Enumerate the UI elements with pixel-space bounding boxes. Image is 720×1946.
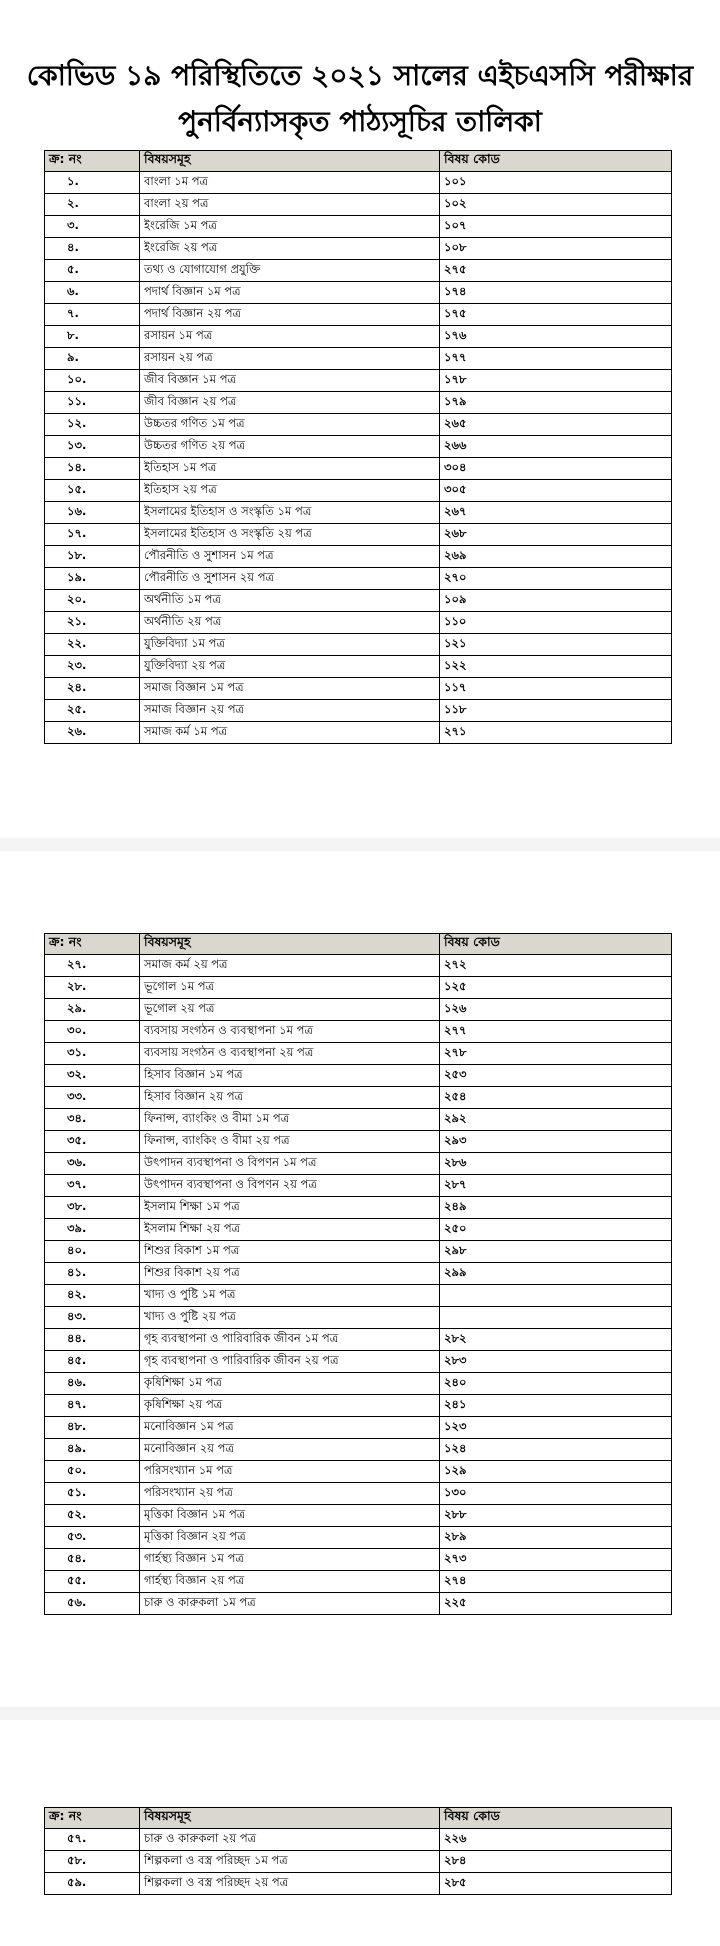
row-serial: ৫৭. xyxy=(45,1829,140,1851)
row-serial: ৩. xyxy=(45,216,140,238)
row-code: ১২৩ xyxy=(440,1417,672,1439)
header-subject: বিষয়সমূহ xyxy=(140,1808,440,1829)
row-serial: ৮. xyxy=(45,326,140,348)
row-code: ২৮৯ xyxy=(440,1527,672,1549)
row-code: ৩০৫ xyxy=(440,480,672,502)
table-row xyxy=(45,1043,672,1065)
row-code: ২৬৬ xyxy=(440,436,672,458)
row-code: ২৫৪ xyxy=(440,1087,672,1109)
row-code: ২৮৫ xyxy=(440,1873,672,1895)
row-subject: রসায়ন ১ম পত্র xyxy=(140,326,440,348)
row-subject: অর্থনীতি ২য় পত্র xyxy=(140,612,440,634)
table-row xyxy=(45,977,672,999)
table-row xyxy=(45,1395,672,1417)
row-serial: ১২. xyxy=(45,414,140,436)
row-subject: জীব বিজ্ঞান ১ম পত্র xyxy=(140,370,440,392)
table-row xyxy=(45,1065,672,1087)
row-code: ২৭৫ xyxy=(440,260,672,282)
row-serial: ২৩. xyxy=(45,656,140,678)
table-row xyxy=(45,1873,672,1895)
table-row xyxy=(45,1153,672,1175)
row-code: ২৪১ xyxy=(440,1395,672,1417)
row-serial: ৪. xyxy=(45,238,140,260)
row-serial: ৩১. xyxy=(45,1043,140,1065)
row-subject: ভূগোল ২য় পত্র xyxy=(140,999,440,1021)
row-subject: হিসাব বিজ্ঞান ১ম পত্র xyxy=(140,1065,440,1087)
table-row xyxy=(45,1131,672,1153)
header-serial: ক্র: নং xyxy=(45,1808,140,1829)
row-code: ২২৫ xyxy=(440,1593,672,1615)
row-subject: ফিনান্স, ব্যাংকিং ও বীমা ১ম পত্র xyxy=(140,1109,440,1131)
row-code: ১২৬ xyxy=(440,999,672,1021)
row-serial: ৫. xyxy=(45,260,140,282)
table-row xyxy=(45,1527,672,1549)
table-row xyxy=(45,612,672,634)
row-code: ১০১ xyxy=(440,172,672,194)
row-subject: সমাজ কর্ম ২য় পত্র xyxy=(140,955,440,977)
row-code: ১১৭ xyxy=(440,678,672,700)
table-row xyxy=(45,502,672,524)
row-serial: ১৮. xyxy=(45,546,140,568)
row-subject: পৌরনীতি ও সুশাসন ২য় পত্র xyxy=(140,568,440,590)
table-row xyxy=(45,326,672,348)
table-row xyxy=(45,590,672,612)
row-serial: ২৫. xyxy=(45,700,140,722)
row-code: ৩০৪ xyxy=(440,458,672,480)
table-row xyxy=(45,1219,672,1241)
table-row xyxy=(45,634,672,656)
row-subject: সমাজ বিজ্ঞান ১ম পত্র xyxy=(140,678,440,700)
table-row xyxy=(45,458,672,480)
row-code: ২৯৩ xyxy=(440,1131,672,1153)
header-subject: বিষয়সমূহ xyxy=(140,151,440,172)
row-subject: যুক্তিবিদ্যা ২য় পত্র xyxy=(140,656,440,678)
row-subject: ইংরেজি ১ম পত্র xyxy=(140,216,440,238)
row-subject: বাংলা ১ম পত্র xyxy=(140,172,440,194)
row-serial: ৫৮. xyxy=(45,1851,140,1873)
row-subject: ইসলামের ইতিহাস ও সংস্কৃতি ১ম পত্র xyxy=(140,502,440,524)
row-serial: ২০. xyxy=(45,590,140,612)
row-code: ২৬৫ xyxy=(440,414,672,436)
table-row xyxy=(45,1241,672,1263)
row-serial: ৩৭. xyxy=(45,1175,140,1197)
row-serial: ৫০. xyxy=(45,1461,140,1483)
table-row xyxy=(45,1417,672,1439)
table-row xyxy=(45,955,672,977)
table-row xyxy=(45,238,672,260)
row-serial: ৩৩. xyxy=(45,1087,140,1109)
table-row xyxy=(45,1175,672,1197)
row-subject: উৎপাদন ব্যবস্থাপনা ও বিপণন ২য় পত্র xyxy=(140,1175,440,1197)
row-subject: পৌরনীতি ও সুশাসন ১ম পত্র xyxy=(140,546,440,568)
row-code: ১২১ xyxy=(440,634,672,656)
table-header-row xyxy=(45,934,672,955)
row-code: ২৭৮ xyxy=(440,1043,672,1065)
row-code: ২৪০ xyxy=(440,1373,672,1395)
row-subject: ইতিহাস ২য় পত্র xyxy=(140,480,440,502)
row-code: ২৮৭ xyxy=(440,1175,672,1197)
row-subject: উচ্চতর গণিত ২য় পত্র xyxy=(140,436,440,458)
row-code: ২৭২ xyxy=(440,955,672,977)
row-serial: ১৯. xyxy=(45,568,140,590)
row-code: ২৫০ xyxy=(440,1219,672,1241)
row-subject: মনোবিজ্ঞান ২য় পত্র xyxy=(140,1439,440,1461)
row-serial: ৪৫. xyxy=(45,1351,140,1373)
header-code: বিষয় কোড xyxy=(440,151,672,172)
row-serial: ৪৬. xyxy=(45,1373,140,1395)
row-subject: পরিসংখ্যান ১ম পত্র xyxy=(140,1461,440,1483)
row-subject: ইংরেজি ২য় পত্র xyxy=(140,238,440,260)
row-code: ১২২ xyxy=(440,656,672,678)
row-subject: ইসলামের ইতিহাস ও সংস্কৃতি ২য় পত্র xyxy=(140,524,440,546)
row-code: ১১০ xyxy=(440,612,672,634)
row-subject: হিসাব বিজ্ঞান ২য় পত্র xyxy=(140,1087,440,1109)
row-subject: উৎপাদন ব্যবস্থাপনা ও বিপণন ১ম পত্র xyxy=(140,1153,440,1175)
table-row xyxy=(45,216,672,238)
table-row xyxy=(45,656,672,678)
row-subject: কৃষিশিক্ষা ২য় পত্র xyxy=(140,1395,440,1417)
row-serial: ৫২. xyxy=(45,1505,140,1527)
table-row xyxy=(45,1307,672,1329)
row-code: ১৭৬ xyxy=(440,326,672,348)
header-serial: ক্র: নং xyxy=(45,151,140,172)
row-serial: ৩৫. xyxy=(45,1131,140,1153)
table-row xyxy=(45,1483,672,1505)
row-code: ২৪৯ xyxy=(440,1197,672,1219)
row-serial: ১. xyxy=(45,172,140,194)
row-serial: ৫৫. xyxy=(45,1571,140,1593)
row-code: ২৯৯ xyxy=(440,1263,672,1285)
row-code: ২৬৭ xyxy=(440,502,672,524)
row-subject: ইসলাম শিক্ষা ১ম পত্র xyxy=(140,1197,440,1219)
row-code: ১৩০ xyxy=(440,1483,672,1505)
row-serial: ১৩. xyxy=(45,436,140,458)
table-row xyxy=(45,1351,672,1373)
row-serial: ২. xyxy=(45,194,140,216)
row-code xyxy=(440,1285,672,1307)
table-row xyxy=(45,304,672,326)
table-row xyxy=(45,1505,672,1527)
row-serial: ৪৭. xyxy=(45,1395,140,1417)
row-code: ১২৯ xyxy=(440,1461,672,1483)
row-code: ১২৫ xyxy=(440,977,672,999)
row-subject: ইতিহাস ১ম পত্র xyxy=(140,458,440,480)
row-code: ২৭০ xyxy=(440,568,672,590)
row-subject: বাংলা ২য় পত্র xyxy=(140,194,440,216)
row-serial: ১৫. xyxy=(45,480,140,502)
table-row xyxy=(45,1109,672,1131)
row-subject: ফিনান্স, ব্যাংকিং ও বীমা ২য় পত্র xyxy=(140,1131,440,1153)
row-serial: ২২. xyxy=(45,634,140,656)
row-serial: ১০. xyxy=(45,370,140,392)
row-subject: গার্হস্থ্য বিজ্ঞান ১ম পত্র xyxy=(140,1549,440,1571)
table-row xyxy=(45,1285,672,1307)
row-subject: সমাজ কর্ম ১ম পত্র xyxy=(140,722,440,744)
row-subject: ইসলাম শিক্ষা ২য় পত্র xyxy=(140,1219,440,1241)
row-subject: চারু ও কারুকলা ২য় পত্র xyxy=(140,1829,440,1851)
table-header-row xyxy=(45,1808,672,1829)
row-serial: ১৬. xyxy=(45,502,140,524)
row-serial: ১৪. xyxy=(45,458,140,480)
row-serial: ৩২. xyxy=(45,1065,140,1087)
table-row xyxy=(45,1461,672,1483)
row-serial: ১১. xyxy=(45,392,140,414)
row-code: ১৭৮ xyxy=(440,370,672,392)
table-row xyxy=(45,392,672,414)
row-code: ১৭৯ xyxy=(440,392,672,414)
table-row xyxy=(45,1439,672,1461)
document-title-line-2: পুনর্বিন্যাসকৃত পাঠ্যসূচির তালিকা xyxy=(178,105,542,138)
table-row xyxy=(45,1549,672,1571)
row-serial: ৭. xyxy=(45,304,140,326)
row-serial: ২৪. xyxy=(45,678,140,700)
row-subject: মৃত্তিকা বিজ্ঞান ২য় পত্র xyxy=(140,1527,440,1549)
row-subject: খাদ্য ও পুষ্টি ১ম পত্র xyxy=(140,1285,440,1307)
row-subject: গার্হস্থ্য বিজ্ঞান ২য় পত্র xyxy=(140,1571,440,1593)
row-code: ২৮৩ xyxy=(440,1351,672,1373)
row-serial: ৪১. xyxy=(45,1263,140,1285)
row-subject: অর্থনীতি ১ম পত্র xyxy=(140,590,440,612)
table-row xyxy=(45,194,672,216)
row-code: ২৭৩ xyxy=(440,1549,672,1571)
row-code: ২৫৩ xyxy=(440,1065,672,1087)
row-subject: জীব বিজ্ঞান ২য় পত্র xyxy=(140,392,440,414)
table-row xyxy=(45,1329,672,1351)
row-code: ২২৬ xyxy=(440,1829,672,1851)
document-page-3 xyxy=(0,1720,720,1946)
row-code: ১০২ xyxy=(440,194,672,216)
row-serial: ৩৯. xyxy=(45,1219,140,1241)
row-subject: চারু ও কারুকলা ১ম পত্র xyxy=(140,1593,440,1615)
row-serial: ২১. xyxy=(45,612,140,634)
row-subject: ব্যবসায় সংগঠন ও ব্যবস্থাপনা ১ম পত্র xyxy=(140,1021,440,1043)
row-serial: ৩৮. xyxy=(45,1197,140,1219)
table-row xyxy=(45,1197,672,1219)
row-serial: ৫১. xyxy=(45,1483,140,1505)
row-serial: ৫৬. xyxy=(45,1593,140,1615)
row-code: ২৮২ xyxy=(440,1329,672,1351)
header-subject: বিষয়সমূহ xyxy=(140,934,440,955)
table-row xyxy=(45,524,672,546)
row-code: ২৮৬ xyxy=(440,1153,672,1175)
row-code: ২৯২ xyxy=(440,1109,672,1131)
subject-table-3 xyxy=(44,1807,672,1895)
row-subject: শিল্পকলা ও বস্ত্র পরিচ্ছদ ২য় পত্র xyxy=(140,1873,440,1895)
table-row xyxy=(45,546,672,568)
row-subject: শিল্পকলা ও বস্ত্র পরিচ্ছদ ১ম পত্র xyxy=(140,1851,440,1873)
row-serial: ৫৩. xyxy=(45,1527,140,1549)
table-row xyxy=(45,1263,672,1285)
row-subject: সমাজ বিজ্ঞান ২য় পত্র xyxy=(140,700,440,722)
row-serial: ৬. xyxy=(45,282,140,304)
row-subject: তথ্য ও যোগাযোগ প্রযুক্তি xyxy=(140,260,440,282)
row-serial: ১৭. xyxy=(45,524,140,546)
row-subject: খাদ্য ও পুষ্টি ২য় পত্র xyxy=(140,1307,440,1329)
row-serial: ৪৯. xyxy=(45,1439,140,1461)
row-serial: ৪৪. xyxy=(45,1329,140,1351)
row-serial: ৫৯. xyxy=(45,1873,140,1895)
row-subject: পরিসংখ্যান ২য় পত্র xyxy=(140,1483,440,1505)
row-serial: ২৯. xyxy=(45,999,140,1021)
table-row xyxy=(45,348,672,370)
table-row xyxy=(45,1087,672,1109)
row-code: ১১৮ xyxy=(440,700,672,722)
row-subject: পদার্থ বিজ্ঞান ১ম পত্র xyxy=(140,282,440,304)
row-code: ১২৪ xyxy=(440,1439,672,1461)
row-serial: ৪২. xyxy=(45,1285,140,1307)
row-subject: পদার্থ বিজ্ঞান ২য় পত্র xyxy=(140,304,440,326)
row-serial: ৪৩. xyxy=(45,1307,140,1329)
table-row xyxy=(45,260,672,282)
table-row xyxy=(45,1829,672,1851)
row-code: ১০৯ xyxy=(440,590,672,612)
row-code: ২৯৮ xyxy=(440,1241,672,1263)
row-code: ২৭১ xyxy=(440,722,672,744)
row-serial: ২৬. xyxy=(45,722,140,744)
document-page-2 xyxy=(0,851,720,1707)
header-code: বিষয় কোড xyxy=(440,1808,672,1829)
document-page-1 xyxy=(0,0,720,838)
row-code: ২৭৪ xyxy=(440,1571,672,1593)
header-serial: ক্র: নং xyxy=(45,934,140,955)
header-code: বিষয় কোড xyxy=(440,934,672,955)
row-code: ১৭৪ xyxy=(440,282,672,304)
row-serial: ৩০. xyxy=(45,1021,140,1043)
table-row xyxy=(45,1021,672,1043)
subject-table-1 xyxy=(44,150,672,744)
table-row xyxy=(45,370,672,392)
row-serial: ৪০. xyxy=(45,1241,140,1263)
subject-table-2 xyxy=(44,933,672,1615)
row-subject: কৃষিশিক্ষা ১ম পত্র xyxy=(140,1373,440,1395)
table-row xyxy=(45,1373,672,1395)
row-code: ২৬৮ xyxy=(440,524,672,546)
row-subject: যুক্তিবিদ্যা ১ম পত্র xyxy=(140,634,440,656)
document-title-line-1: কোভিড ১৯ পরিস্থিতিতে ২০২১ সালের এইচএসসি পরীক্ষার xyxy=(26,59,694,92)
table-row xyxy=(45,1593,672,1615)
row-code: ১০৮ xyxy=(440,238,672,260)
row-code xyxy=(440,1307,672,1329)
row-code: ২৮৮ xyxy=(440,1505,672,1527)
row-serial: ৩৬. xyxy=(45,1153,140,1175)
table-row xyxy=(45,480,672,502)
table-row xyxy=(45,414,672,436)
row-serial: ২৭. xyxy=(45,955,140,977)
table-row xyxy=(45,436,672,458)
row-code: ১০৭ xyxy=(440,216,672,238)
row-code: ১৭৫ xyxy=(440,304,672,326)
row-serial: ৫৪. xyxy=(45,1549,140,1571)
row-subject: উচ্চতর গণিত ১ম পত্র xyxy=(140,414,440,436)
row-subject: ব্যবসায় সংগঠন ও ব্যবস্থাপনা ২য় পত্র xyxy=(140,1043,440,1065)
row-subject: ভূগোল ১ম পত্র xyxy=(140,977,440,999)
row-code: ১৭৭ xyxy=(440,348,672,370)
row-serial: ২৮. xyxy=(45,977,140,999)
table-row xyxy=(45,1571,672,1593)
row-subject: গৃহ ব্যবস্থাপনা ও পারিবারিক জীবন ২য় পত্র xyxy=(140,1351,440,1373)
table-row xyxy=(45,282,672,304)
table-row xyxy=(45,700,672,722)
row-subject: শিশুর বিকাশ ২য় পত্র xyxy=(140,1263,440,1285)
row-serial: ৩৪. xyxy=(45,1109,140,1131)
row-subject: রসায়ন ২য় পত্র xyxy=(140,348,440,370)
table-row xyxy=(45,568,672,590)
row-subject: মৃত্তিকা বিজ্ঞান ১ম পত্র xyxy=(140,1505,440,1527)
row-code: ২৮৪ xyxy=(440,1851,672,1873)
table-row xyxy=(45,1851,672,1873)
table-row xyxy=(45,172,672,194)
row-serial: ৯. xyxy=(45,348,140,370)
table-header-row xyxy=(45,151,672,172)
row-subject: শিশুর বিকাশ ১ম পত্র xyxy=(140,1241,440,1263)
row-subject: মনোবিজ্ঞান ১ম পত্র xyxy=(140,1417,440,1439)
row-serial: ৪৮. xyxy=(45,1417,140,1439)
table-row xyxy=(45,722,672,744)
row-code: ২৬৯ xyxy=(440,546,672,568)
row-subject: গৃহ ব্যবস্থাপনা ও পারিবারিক জীবন ১ম পত্র xyxy=(140,1329,440,1351)
table-row xyxy=(45,999,672,1021)
row-code: ২৭৭ xyxy=(440,1021,672,1043)
table-row xyxy=(45,678,672,700)
